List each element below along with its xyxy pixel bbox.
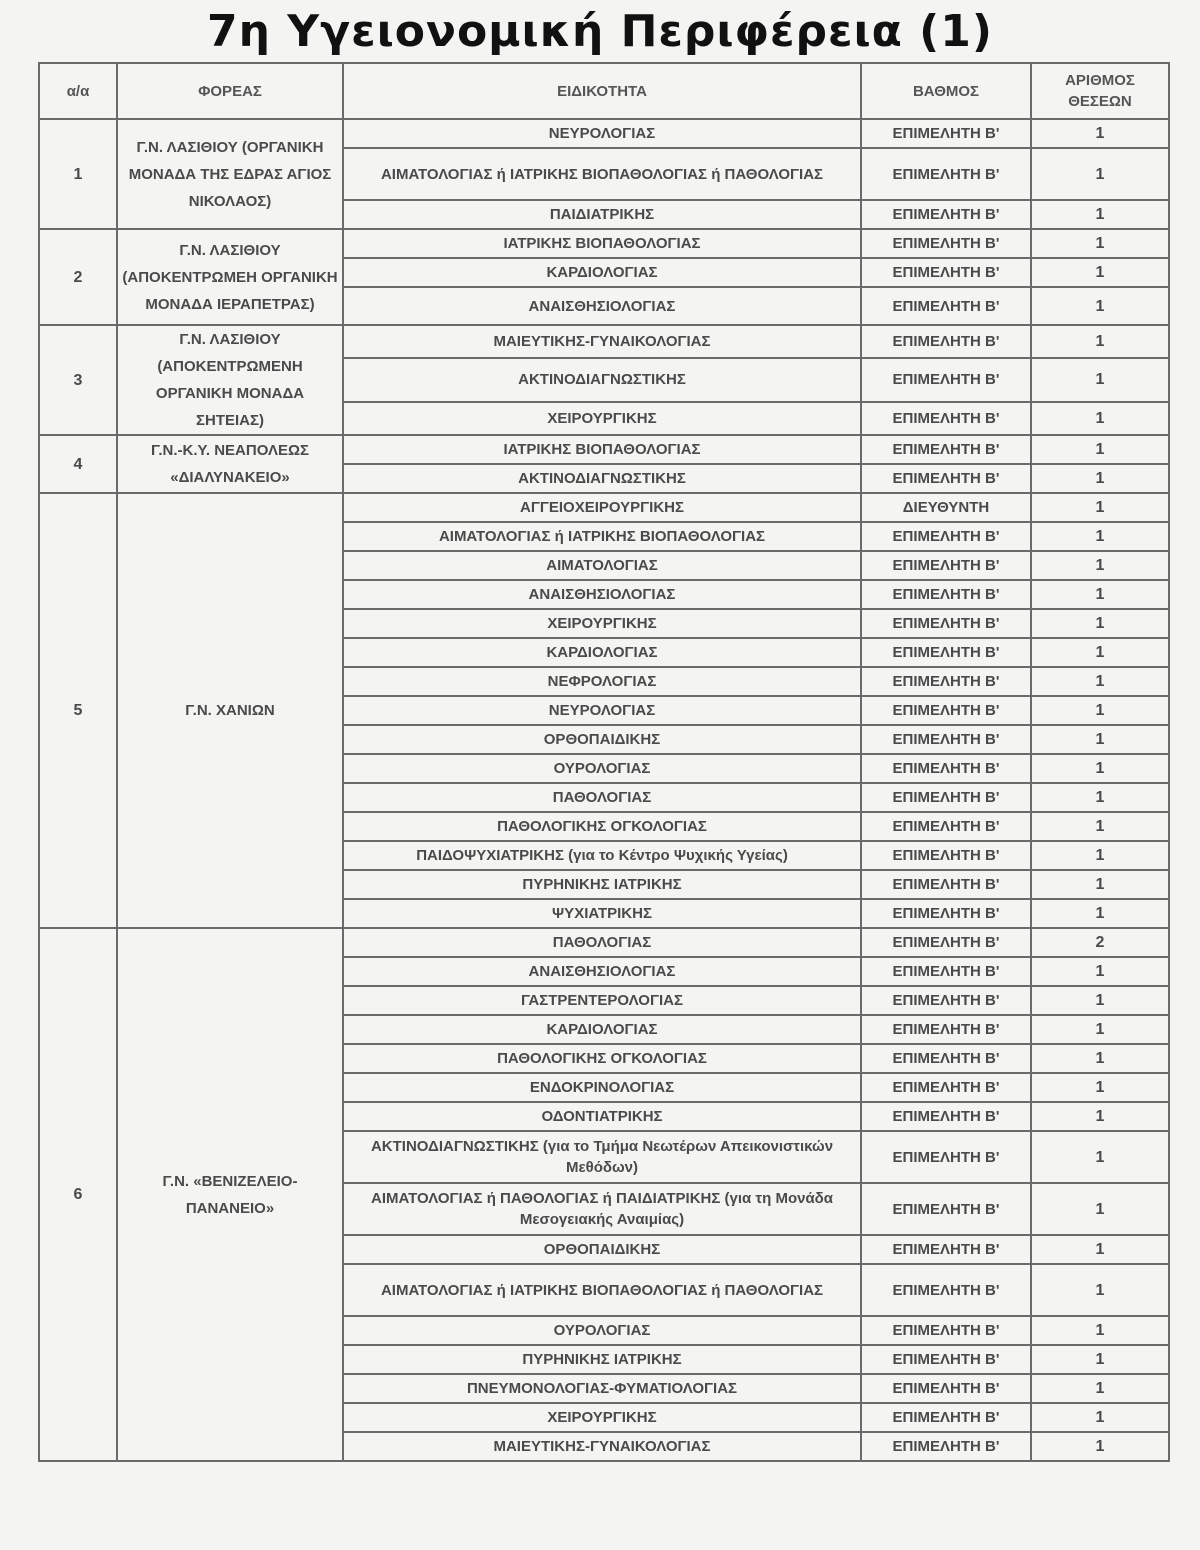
header-vathmos: ΒΑΘΜΟΣ [861,63,1031,119]
rank-cell: ΔΙΕΥΘΥΝΤΗ [861,493,1031,522]
positions-cell: 1 [1031,435,1169,464]
positions-cell: 1 [1031,402,1169,435]
rank-cell: ΕΠΙΜΕΛΗΤΗ Β' [861,1316,1031,1345]
positions-cell: 1 [1031,1264,1169,1316]
specialty-cell: ΨΥΧΙΑΤΡΙΚΗΣ [343,899,861,928]
rank-cell: ΕΠΙΜΕΛΗΤΗ Β' [861,287,1031,325]
table-row [39,229,1169,258]
specialty-cell: ΟΡΘΟΠΑΙΔΙΚΗΣ [343,1235,861,1264]
rank-cell: ΕΠΙΜΕΛΗΤΗ Β' [861,148,1031,200]
positions-cell: 1 [1031,754,1169,783]
specialty-cell: ΑΙΜΑΤΟΛΟΓΙΑΣ ή ΙΑΤΡΙΚΗΣ ΒΙΟΠΑΘΟΛΟΓΙΑΣ [343,522,861,551]
positions-cell: 1 [1031,1345,1169,1374]
rank-cell: ΕΠΙΜΕΛΗΤΗ Β' [861,1264,1031,1316]
positions-cell: 2 [1031,928,1169,957]
table-row [39,493,1169,522]
rank-cell: ΕΠΙΜΕΛΗΤΗ Β' [861,200,1031,229]
positions-cell: 1 [1031,580,1169,609]
specialty-cell: ΠΑΙΔΟΨΥΧΙΑΤΡΙΚΗΣ (για το Κέντρο Ψυχικής Υγείας) [343,841,861,870]
positions-cell: 1 [1031,1316,1169,1345]
organization-cell: Γ.Ν. ΛΑΣΙΘΙΟΥ (ΑΠΟΚΕΝΤΡΩΜΕΗ ΟΡΓΑΝΙΚΗ ΜΟΝΑΔΑ ΙΕΡΑΠΕΤΡΑΣ) [117,229,343,325]
header-arithmos: ΑΡΙΘΜΟΣ ΘΕΣΕΩΝ [1031,63,1169,119]
specialty-cell: ΠΑΘΟΛΟΓΙΚΗΣ ΟΓΚΟΛΟΓΙΑΣ [343,1044,861,1073]
positions-cell: 1 [1031,812,1169,841]
specialty-cell: ΑΙΜΑΤΟΛΟΓΙΑΣ [343,551,861,580]
row-index: 5 [39,493,117,928]
positions-cell: 1 [1031,899,1169,928]
rank-cell: ΕΠΙΜΕΛΗΤΗ Β' [861,580,1031,609]
table-row [39,325,1169,358]
specialty-cell: ΠΑΘΟΛΟΓΙΚΗΣ ΟΓΚΟΛΟΓΙΑΣ [343,812,861,841]
table-row [39,119,1169,148]
positions-cell: 1 [1031,1131,1169,1183]
positions-table [38,62,1170,1462]
rank-cell: ΕΠΙΜΕΛΗΤΗ Β' [861,435,1031,464]
specialty-cell: ΟΔΟΝΤΙΑΤΡΙΚΗΣ [343,1102,861,1131]
positions-cell: 1 [1031,1102,1169,1131]
organization-cell: Γ.Ν. ΧΑΝΙΩΝ [117,493,343,928]
rank-cell: ΕΠΙΜΕΛΗΤΗ Β' [861,464,1031,493]
specialty-cell: ΑΙΜΑΤΟΛΟΓΙΑΣ ή ΙΑΤΡΙΚΗΣ ΒΙΟΠΑΘΟΛΟΓΙΑΣ ή ΠΑΘΟΛΟΓΙΑΣ [343,148,861,200]
rank-cell: ΕΠΙΜΕΛΗΤΗ Β' [861,667,1031,696]
specialty-cell: ΠΥΡΗΝΙΚΗΣ ΙΑΤΡΙΚΗΣ [343,870,861,899]
header-row [39,63,1169,119]
positions-cell: 1 [1031,493,1169,522]
specialty-cell: ΠΑΘΟΛΟΓΙΑΣ [343,928,861,957]
rank-cell: ΕΠΙΜΕΛΗΤΗ Β' [861,1131,1031,1183]
specialty-cell: ΙΑΤΡΙΚΗΣ ΒΙΟΠΑΘΟΛΟΓΙΑΣ [343,435,861,464]
specialty-cell: ΝΕΦΡΟΛΟΓΙΑΣ [343,667,861,696]
specialty-cell: ΠΑΙΔΙΑΤΡΙΚΗΣ [343,200,861,229]
positions-cell: 1 [1031,148,1169,200]
positions-cell: 1 [1031,464,1169,493]
rank-cell: ΕΠΙΜΕΛΗΤΗ Β' [861,402,1031,435]
row-index: 4 [39,435,117,493]
rank-cell: ΕΠΙΜΕΛΗΤΗ Β' [861,119,1031,148]
rank-cell: ΕΠΙΜΕΛΗΤΗ Β' [861,1102,1031,1131]
rank-cell: ΕΠΙΜΕΛΗΤΗ Β' [861,522,1031,551]
positions-cell: 1 [1031,638,1169,667]
positions-cell: 1 [1031,1235,1169,1264]
specialty-cell: ΧΕΙΡΟΥΡΓΙΚΗΣ [343,1403,861,1432]
row-index: 2 [39,229,117,325]
document-sheet [38,62,1168,1540]
positions-cell: 1 [1031,783,1169,812]
specialty-cell: ΓΑΣΤΡΕΝΤΕΡΟΛΟΓΙΑΣ [343,986,861,1015]
rank-cell: ΕΠΙΜΕΛΗΤΗ Β' [861,1403,1031,1432]
positions-cell: 1 [1031,667,1169,696]
specialty-cell: ΑΚΤΙΝΟΔΙΑΓΝΩΣΤΙΚΗΣ [343,464,861,493]
positions-cell: 1 [1031,325,1169,358]
specialty-cell: ΜΑΙΕΥΤΙΚΗΣ-ΓΥΝΑΙΚΟΛΟΓΙΑΣ [343,325,861,358]
specialty-cell: ΙΑΤΡΙΚΗΣ ΒΙΟΠΑΘΟΛΟΓΙΑΣ [343,229,861,258]
specialty-cell: ΑΙΜΑΤΟΛΟΓΙΑΣ ή ΠΑΘΟΛΟΓΙΑΣ ή ΠΑΙΔΙΑΤΡΙΚΗΣ (για τη Μονάδα Μεσογειακής Αναιμίας) [343,1183,861,1235]
rank-cell: ΕΠΙΜΕΛΗΤΗ Β' [861,1044,1031,1073]
specialty-cell: ΟΡΘΟΠΑΙΔΙΚΗΣ [343,725,861,754]
specialty-cell: ΧΕΙΡΟΥΡΓΙΚΗΣ [343,609,861,638]
positions-cell: 1 [1031,1015,1169,1044]
positions-cell: 1 [1031,1073,1169,1102]
rank-cell: ΕΠΙΜΕΛΗΤΗ Β' [861,1183,1031,1235]
positions-cell: 1 [1031,522,1169,551]
positions-cell: 1 [1031,696,1169,725]
positions-cell: 1 [1031,551,1169,580]
organization-cell: Γ.Ν. ΛΑΣΙΘΙΟΥ (ΑΠΟΚΕΝΤΡΩΜΕΝΗ ΟΡΓΑΝΙΚΗ ΜΟΝΑΔΑ ΣΗΤΕΙΑΣ) [117,325,343,435]
rank-cell: ΕΠΙΜΕΛΗΤΗ Β' [861,1432,1031,1461]
rank-cell: ΕΠΙΜΕΛΗΤΗ Β' [861,957,1031,986]
rank-cell: ΕΠΙΜΕΛΗΤΗ Β' [861,325,1031,358]
positions-cell: 1 [1031,258,1169,287]
rank-cell: ΕΠΙΜΕΛΗΤΗ Β' [861,1235,1031,1264]
row-index: 3 [39,325,117,435]
positions-cell: 1 [1031,986,1169,1015]
rank-cell: ΕΠΙΜΕΛΗΤΗ Β' [861,986,1031,1015]
positions-cell: 1 [1031,358,1169,402]
row-index: 6 [39,928,117,1461]
specialty-cell: ΑΚΤΙΝΟΔΙΑΓΝΩΣΤΙΚΗΣ [343,358,861,402]
organization-cell: Γ.Ν. «ΒΕΝΙΖΕΛΕΙΟ-ΠΑΝΑΝΕΙΟ» [117,928,343,1461]
header-foreas: ΦΟΡΕΑΣ [117,63,343,119]
row-index: 1 [39,119,117,229]
rank-cell: ΕΠΙΜΕΛΗΤΗ Β' [861,1015,1031,1044]
rank-cell: ΕΠΙΜΕΛΗΤΗ Β' [861,1374,1031,1403]
specialty-cell: ΟΥΡΟΛΟΓΙΑΣ [343,1316,861,1345]
specialty-cell: ΠΥΡΗΝΙΚΗΣ ΙΑΤΡΙΚΗΣ [343,1345,861,1374]
header-aa: α/α [39,63,117,119]
rank-cell: ΕΠΙΜΕΛΗΤΗ Β' [861,609,1031,638]
positions-cell: 1 [1031,119,1169,148]
organization-cell: Γ.Ν.-Κ.Υ. ΝΕΑΠΟΛΕΩΣ «ΔΙΑΛΥΝΑΚΕΙΟ» [117,435,343,493]
rank-cell: ΕΠΙΜΕΛΗΤΗ Β' [861,258,1031,287]
specialty-cell: ΑΓΓΕΙΟΧΕΙΡΟΥΡΓΙΚΗΣ [343,493,861,522]
table-body [39,119,1169,1461]
rank-cell: ΕΠΙΜΕΛΗΤΗ Β' [861,754,1031,783]
specialty-cell: ΚΑΡΔΙΟΛΟΓΙΑΣ [343,638,861,667]
rank-cell: ΕΠΙΜΕΛΗΤΗ Β' [861,696,1031,725]
table-row [39,928,1169,957]
specialty-cell: ΑΝΑΙΣΘΗΣΙΟΛΟΓΙΑΣ [343,580,861,609]
specialty-cell: ΝΕΥΡΟΛΟΓΙΑΣ [343,119,861,148]
positions-cell: 1 [1031,957,1169,986]
rank-cell: ΕΠΙΜΕΛΗΤΗ Β' [861,638,1031,667]
specialty-cell: ΟΥΡΟΛΟΓΙΑΣ [343,754,861,783]
specialty-cell: ΕΝΔΟΚΡΙΝΟΛΟΓΙΑΣ [343,1073,861,1102]
specialty-cell: ΧΕΙΡΟΥΡΓΙΚΗΣ [343,402,861,435]
specialty-cell: ΜΑΙΕΥΤΙΚΗΣ-ΓΥΝΑΙΚΟΛΟΓΙΑΣ [343,1432,861,1461]
rank-cell: ΕΠΙΜΕΛΗΤΗ Β' [861,229,1031,258]
positions-cell: 1 [1031,1432,1169,1461]
rank-cell: ΕΠΙΜΕΛΗΤΗ Β' [861,899,1031,928]
rank-cell: ΕΠΙΜΕΛΗΤΗ Β' [861,1345,1031,1374]
positions-cell: 1 [1031,1183,1169,1235]
positions-cell: 1 [1031,200,1169,229]
positions-cell: 1 [1031,287,1169,325]
rank-cell: ΕΠΙΜΕΛΗΤΗ Β' [861,870,1031,899]
rank-cell: ΕΠΙΜΕΛΗΤΗ Β' [861,928,1031,957]
specialty-cell: ΚΑΡΔΙΟΛΟΓΙΑΣ [343,1015,861,1044]
page-title: 7η Υγειονομική Περιφέρεια (1) [207,6,993,57]
specialty-cell: ΑΝΑΙΣΘΗΣΙΟΛΟΓΙΑΣ [343,287,861,325]
positions-cell: 1 [1031,841,1169,870]
rank-cell: ΕΠΙΜΕΛΗΤΗ Β' [861,1073,1031,1102]
specialty-cell: ΑΚΤΙΝΟΔΙΑΓΝΩΣΤΙΚΗΣ (για το Τμήμα Νεωτέρων Απεικονιστικών Μεθόδων) [343,1131,861,1183]
rank-cell: ΕΠΙΜΕΛΗΤΗ Β' [861,783,1031,812]
table-header [39,63,1169,119]
specialty-cell: ΑΝΑΙΣΘΗΣΙΟΛΟΓΙΑΣ [343,957,861,986]
positions-cell: 1 [1031,609,1169,638]
positions-cell: 1 [1031,229,1169,258]
specialty-cell: ΑΙΜΑΤΟΛΟΓΙΑΣ ή ΙΑΤΡΙΚΗΣ ΒΙΟΠΑΘΟΛΟΓΙΑΣ ή ΠΑΘΟΛΟΓΙΑΣ [343,1264,861,1316]
header-eidikotita: ΕΙΔΙΚΟΤΗΤΑ [343,63,861,119]
rank-cell: ΕΠΙΜΕΛΗΤΗ Β' [861,812,1031,841]
specialty-cell: ΝΕΥΡΟΛΟΓΙΑΣ [343,696,861,725]
positions-cell: 1 [1031,725,1169,754]
table-row [39,435,1169,464]
positions-cell: 1 [1031,1403,1169,1432]
rank-cell: ΕΠΙΜΕΛΗΤΗ Β' [861,358,1031,402]
rank-cell: ΕΠΙΜΕΛΗΤΗ Β' [861,551,1031,580]
rank-cell: ΕΠΙΜΕΛΗΤΗ Β' [861,841,1031,870]
specialty-cell: ΚΑΡΔΙΟΛΟΓΙΑΣ [343,258,861,287]
rank-cell: ΕΠΙΜΕΛΗΤΗ Β' [861,725,1031,754]
specialty-cell: ΠΑΘΟΛΟΓΙΑΣ [343,783,861,812]
positions-cell: 1 [1031,1374,1169,1403]
positions-cell: 1 [1031,1044,1169,1073]
positions-cell: 1 [1031,870,1169,899]
specialty-cell: ΠΝΕΥΜΟΝΟΛΟΓΙΑΣ-ΦΥΜΑΤΙΟΛΟΓΙΑΣ [343,1374,861,1403]
organization-cell: Γ.Ν. ΛΑΣΙΘΙΟΥ (ΟΡΓΑΝΙΚΗ ΜΟΝΑΔΑ ΤΗΣ ΕΔΡΑΣ ΑΓΙΟΣ ΝΙΚΟΛΑΟΣ) [117,119,343,229]
